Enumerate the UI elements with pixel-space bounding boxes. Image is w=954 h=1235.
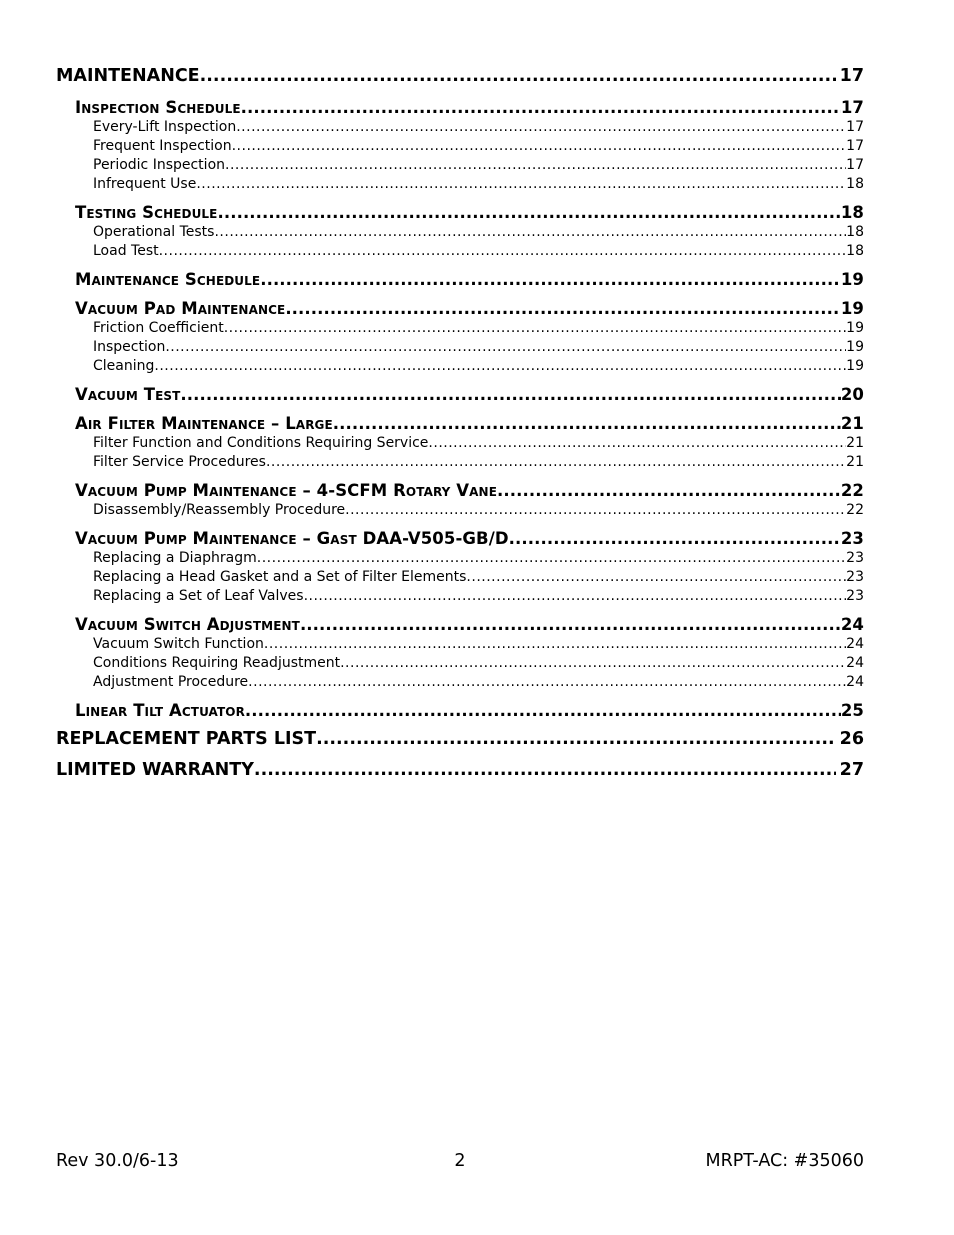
toc-dot-leader xyxy=(154,357,846,376)
toc-entry-level-2[interactable] xyxy=(75,700,864,721)
footer-document-id: MRPT-AC: #35060 xyxy=(705,1151,864,1171)
toc-entry-level-3[interactable] xyxy=(93,549,864,568)
toc-entry-level-2[interactable] xyxy=(75,528,864,549)
toc-entry-level-1[interactable] xyxy=(56,63,864,89)
toc-entry-title: Vacuum Switch Function xyxy=(93,636,264,652)
toc-entry-level-3[interactable] xyxy=(93,156,864,175)
toc-entry-level-2[interactable] xyxy=(75,97,864,118)
toc-dot-leader xyxy=(428,434,846,453)
toc-entry-page: 27 xyxy=(839,760,864,780)
toc-entry-title: Vacuum Pump Maintenance – 4-SCFM Rotary Vane xyxy=(75,481,497,500)
table-of-contents xyxy=(56,63,864,783)
toc-dot-leader xyxy=(180,384,840,405)
toc-entry-title: Vacuum Pad Maintenance xyxy=(75,299,286,318)
toc-entry-level-3[interactable] xyxy=(93,453,864,472)
toc-entry-level-3[interactable] xyxy=(93,434,864,453)
toc-entry-level-3[interactable] xyxy=(93,673,864,692)
toc-dot-leader xyxy=(196,175,846,194)
toc-entry-level-3[interactable] xyxy=(93,223,864,242)
toc-dot-leader xyxy=(257,549,846,568)
toc-entry-page: 19 xyxy=(846,358,864,374)
toc-entry-level-2[interactable] xyxy=(75,413,864,434)
toc-entry-title: Air Filter Maintenance – Large xyxy=(75,414,333,433)
toc-entry-level-1[interactable] xyxy=(56,757,864,783)
toc-entry-page: 24 xyxy=(846,655,864,671)
toc-entry-title: Conditions Requiring Readjustment xyxy=(93,655,341,671)
toc-entry-level-3[interactable] xyxy=(93,587,864,606)
toc-entry-page: 22 xyxy=(840,481,864,500)
toc-entry-page: 18 xyxy=(846,243,864,259)
toc-dot-leader xyxy=(214,223,846,242)
toc-entry-page: 21 xyxy=(846,435,864,451)
toc-entry-title: Replacing a Set of Leaf Valves xyxy=(93,588,304,604)
toc-entry-level-3[interactable] xyxy=(93,319,864,338)
page-footer xyxy=(56,1149,864,1173)
toc-dot-leader xyxy=(333,413,841,434)
toc-entry-page: 17 xyxy=(839,66,864,86)
toc-entry-level-1[interactable] xyxy=(56,726,864,752)
toc-dot-leader xyxy=(285,298,841,319)
toc-entry-title: Inspection xyxy=(93,339,166,355)
toc-entry-title: LIMITED WARRANTY xyxy=(56,760,254,780)
toc-entry-title: Replacing a Head Gasket and a Set of Filter Elements xyxy=(93,569,467,585)
toc-entry-title: Friction Coefficient xyxy=(93,320,224,336)
toc-entry-page: 23 xyxy=(840,529,864,548)
toc-dot-leader xyxy=(497,480,841,501)
toc-entry-title: Maintenance Schedule xyxy=(75,270,261,289)
toc-entry-level-3[interactable] xyxy=(93,635,864,654)
toc-dot-leader xyxy=(232,137,847,156)
toc-entry-page: 23 xyxy=(846,569,864,585)
toc-entry-title: Every-Lift Inspection xyxy=(93,119,237,135)
toc-entry-page: 18 xyxy=(846,224,864,240)
toc-dot-leader xyxy=(316,726,836,752)
toc-entry-title: MAINTENANCE xyxy=(56,66,200,86)
toc-entry-level-3[interactable] xyxy=(93,501,864,520)
toc-entry-title: Infrequent Use xyxy=(93,176,197,192)
toc-entry-title: Operational Tests xyxy=(93,224,215,240)
toc-entry-level-2[interactable] xyxy=(75,480,864,501)
footer-revision: Rev 30.0/6-13 xyxy=(56,1151,179,1171)
toc-entry-page: 17 xyxy=(840,98,864,117)
toc-entry-title: Load Test xyxy=(93,243,159,259)
toc-entry-title: Filter Function and Conditions Requiring Service xyxy=(93,435,429,451)
toc-entry-page: 20 xyxy=(840,385,864,404)
toc-entry-page: 19 xyxy=(846,339,864,355)
toc-entry-page: 18 xyxy=(846,176,864,192)
toc-entry-level-3[interactable] xyxy=(93,654,864,673)
toc-entry-title: REPLACEMENT PARTS LIST xyxy=(56,729,317,749)
toc-entry-level-2[interactable] xyxy=(75,269,864,290)
toc-entry-level-2[interactable] xyxy=(75,384,864,405)
toc-entry-page: 18 xyxy=(840,203,864,222)
toc-entry-title: Replacing a Diaphragm xyxy=(93,550,257,566)
toc-entry-level-3[interactable] xyxy=(93,338,864,357)
toc-entry-title: Frequent Inspection xyxy=(93,138,232,154)
toc-entry-page: 21 xyxy=(840,414,864,433)
toc-entry-page: 24 xyxy=(846,674,864,690)
toc-entry-page: 24 xyxy=(840,615,864,634)
toc-dot-leader xyxy=(217,202,840,223)
toc-dot-leader xyxy=(241,97,841,118)
toc-entry-page: 17 xyxy=(846,119,864,135)
toc-dot-leader xyxy=(165,338,846,357)
toc-entry-level-3[interactable] xyxy=(93,137,864,156)
toc-dot-leader xyxy=(264,635,846,654)
toc-dot-leader xyxy=(509,528,841,549)
toc-entry-level-3[interactable] xyxy=(93,568,864,587)
toc-entry-level-2[interactable] xyxy=(75,298,864,319)
toc-entry-title: Filter Service Procedures xyxy=(93,454,266,470)
toc-entry-title: Vacuum Test xyxy=(75,385,181,404)
toc-entry-page: 24 xyxy=(846,636,864,652)
toc-entry-page: 19 xyxy=(846,320,864,336)
toc-entry-title: Vacuum Pump Maintenance – Gast DAA-V505-GB/D xyxy=(75,529,509,548)
toc-entry-title: Linear Tilt Actuator xyxy=(75,701,245,720)
toc-dot-leader xyxy=(300,614,841,635)
toc-entry-page: 21 xyxy=(846,454,864,470)
toc-entry-level-3[interactable] xyxy=(93,175,864,194)
toc-dot-leader xyxy=(159,242,847,261)
toc-entry-page: 25 xyxy=(840,701,864,720)
toc-dot-leader xyxy=(245,700,841,721)
toc-entry-level-3[interactable] xyxy=(93,242,864,261)
footer-page-number: 2 xyxy=(454,1151,466,1171)
toc-entry-level-3[interactable] xyxy=(93,357,864,376)
toc-entry-page: 23 xyxy=(846,550,864,566)
toc-dot-leader xyxy=(225,156,846,175)
toc-entry-level-3[interactable] xyxy=(93,118,864,137)
toc-dot-leader xyxy=(254,757,836,783)
toc-dot-leader xyxy=(340,654,846,673)
toc-dot-leader xyxy=(304,587,847,606)
toc-dot-leader xyxy=(260,269,841,290)
toc-entry-title: Periodic Inspection xyxy=(93,157,226,173)
toc-entry-page: 19 xyxy=(840,270,864,289)
toc-entry-page: 17 xyxy=(846,157,864,173)
toc-dot-leader xyxy=(345,501,846,520)
toc-dot-leader xyxy=(200,63,836,89)
toc-entry-level-2[interactable] xyxy=(75,614,864,635)
toc-dot-leader xyxy=(248,673,846,692)
toc-dot-leader xyxy=(236,118,846,137)
toc-dot-leader xyxy=(266,453,846,472)
toc-entry-page: 26 xyxy=(839,729,864,749)
toc-entry-page: 17 xyxy=(846,138,864,154)
toc-dot-leader xyxy=(224,319,846,338)
toc-entry-title: Inspection Schedule xyxy=(75,98,241,117)
toc-entry-title: Disassembly/Reassembly Procedure xyxy=(93,502,346,518)
toc-entry-title: Testing Schedule xyxy=(75,203,218,222)
toc-entry-page: 22 xyxy=(846,502,864,518)
toc-dot-leader xyxy=(466,568,846,587)
toc-entry-page: 19 xyxy=(840,299,864,318)
toc-entry-level-2[interactable] xyxy=(75,202,864,223)
toc-entry-title: Cleaning xyxy=(93,358,155,374)
toc-entry-page: 23 xyxy=(846,588,864,604)
toc-entry-title: Adjustment Procedure xyxy=(93,674,249,690)
toc-entry-title: Vacuum Switch Adjustment xyxy=(75,615,300,634)
